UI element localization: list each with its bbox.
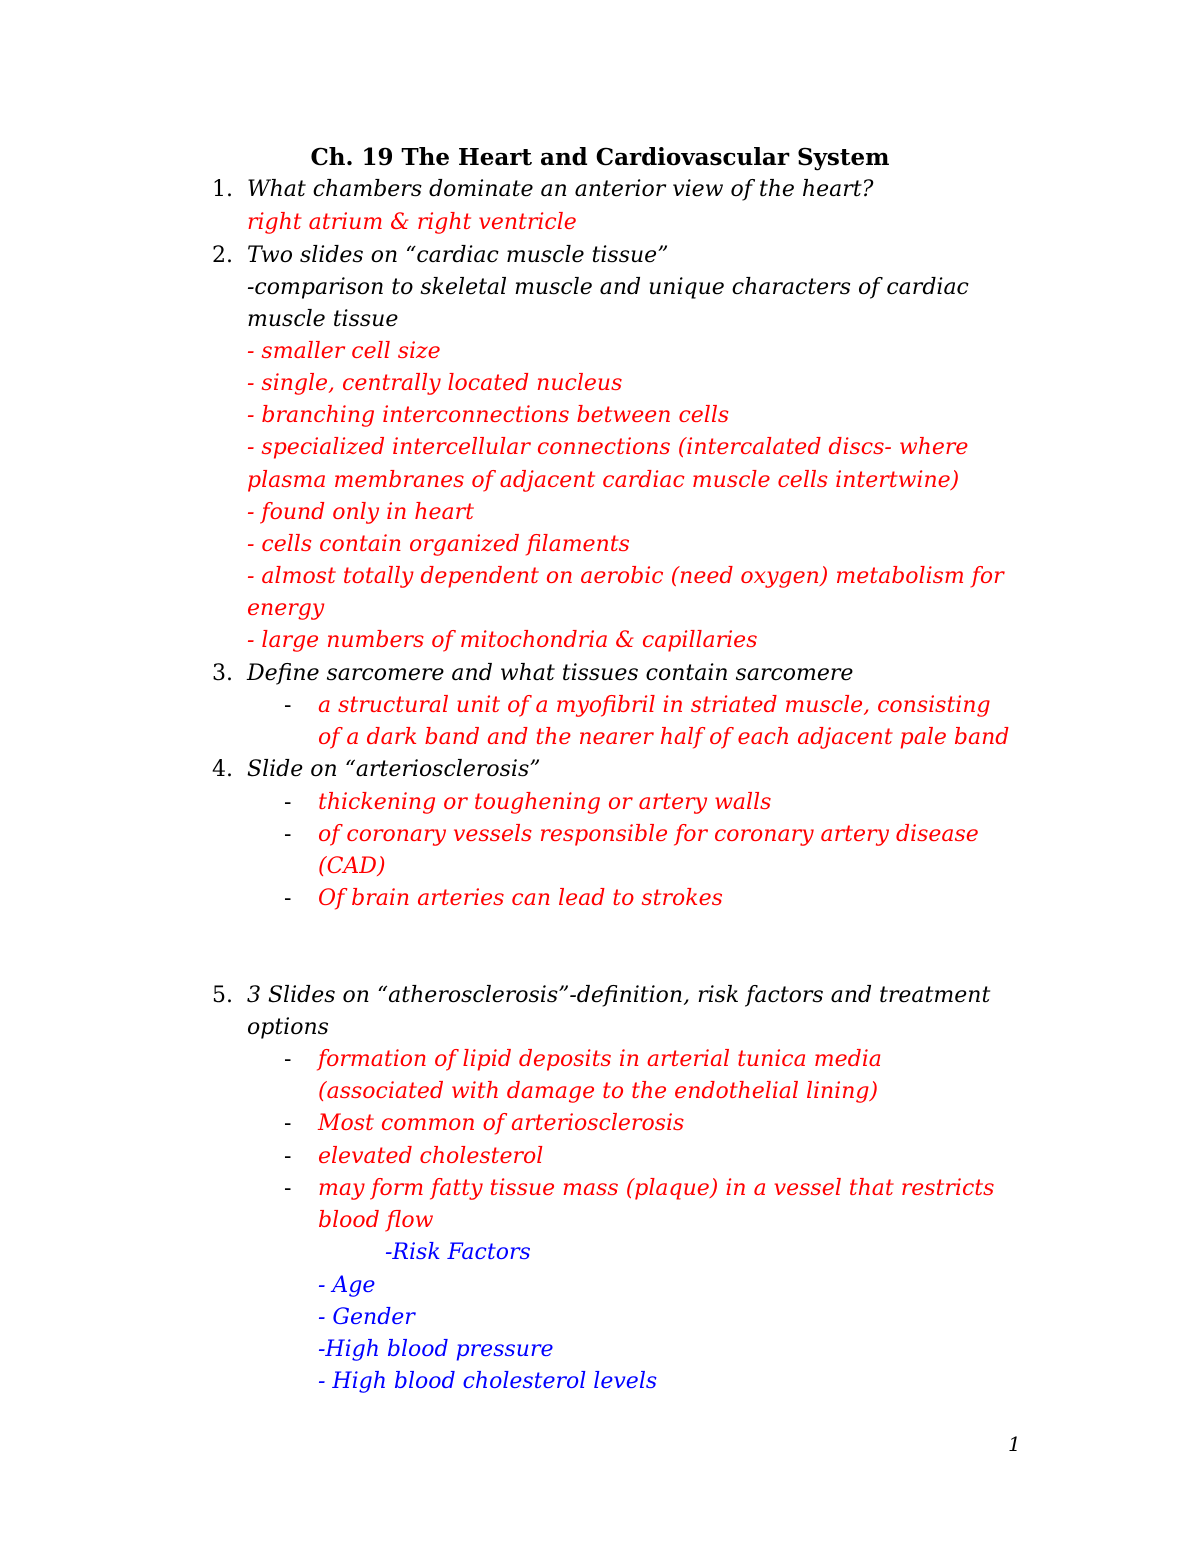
bullet-dash: - [284,1144,292,1169]
q4-answer-2-line-1: of coronary vessels responsible for coronary artery disease [318,822,979,847]
q2-answer-line: plasma membranes of adjacent cardiac muscle cells intertwine) [247,468,960,493]
risk-factors-heading: -Risk Factors [385,1240,531,1265]
q2-answer-line: - almost totally dependent on aerobic (need oxygen) metabolism for [247,564,1004,589]
page-number: 1 [1008,1432,1021,1456]
bullet-dash: - [284,1111,292,1136]
q4-question: Slide on “arteriosclerosis” [247,757,541,782]
risk-factor-item: -High blood pressure [318,1337,554,1362]
q3-answer-line-2: of a dark band and the nearer half of each adjacent pale band [318,725,1010,750]
bullet-dash: - [284,822,292,847]
q2-answer-line: - branching interconnections between cells [247,403,730,428]
risk-factor-item: - High blood cholesterol levels [318,1369,658,1394]
bullet-dash: - [284,1176,292,1201]
q5-answer-4-line-1: may form fatty tissue mass (plaque) in a vessel that restricts [318,1176,995,1201]
q2-sub-line-2: muscle tissue [247,307,399,332]
q2-answer-line: - cells contain organized filaments [247,532,630,557]
q2-number: 2. [212,243,233,268]
q2-answer-line: - specialized intercellular connections (intercalated discs- where [247,435,969,460]
q1-question: What chambers dominate an anterior view of the heart? [247,177,874,202]
q1-number: 1. [212,177,233,202]
q1-answer: right atrium & right ventricle [247,210,577,235]
q3-answer-line-1: a structural unit of a myofibril in striated muscle, consisting [318,693,991,718]
bullet-dash: - [284,790,292,815]
q5-answer-1-line-2: (associated with damage to the endothelial lining) [318,1079,879,1104]
q4-answer-2-line-2: (CAD) [318,854,386,879]
q5-answer-2: Most common of arteriosclerosis [318,1111,685,1136]
risk-factor-item: - Gender [318,1305,415,1330]
q2-answer-line: - large numbers of mitochondria & capillaries [247,628,758,653]
q4-number: 4. [212,757,233,782]
q5-answer-4-line-2: blood flow [318,1208,434,1233]
q2-answer-line: - single, centrally located nucleus [247,371,623,396]
q4-answer-1: thickening or toughening or artery walls [318,790,772,815]
q3-question: Define sarcomere and what tissues contain sarcomere [247,661,854,686]
q2-answer-line: - found only in heart [247,500,474,525]
q3-number: 3. [212,661,233,686]
q5-answer-3: elevated cholesterol [318,1144,544,1169]
q5-answer-1-line-1: formation of lipid deposits in arterial tunica media [318,1047,882,1072]
q5-number: 5. [212,983,233,1008]
q5-question-line-2: options [247,1015,329,1040]
bullet-dash: - [284,1047,292,1072]
q2-question: Two slides on “cardiac muscle tissue” [247,243,669,268]
page-title: Ch. 19 The Heart and Cardiovascular System [310,144,890,171]
q4-answer-3: Of brain arteries can lead to strokes [318,886,723,911]
q2-sub-line-1: -comparison to skeletal muscle and unique characters of cardiac [247,275,969,300]
bullet-dash: - [284,886,292,911]
bullet-dash: - [284,693,292,718]
q2-answer-line: - smaller cell size [247,339,441,364]
q5-question-line-1: 3 Slides on “atherosclerosis”-definition, risk factors and treatment [247,983,991,1008]
q2-answer-line: energy [247,596,325,621]
risk-factor-item: - Age [318,1273,376,1298]
